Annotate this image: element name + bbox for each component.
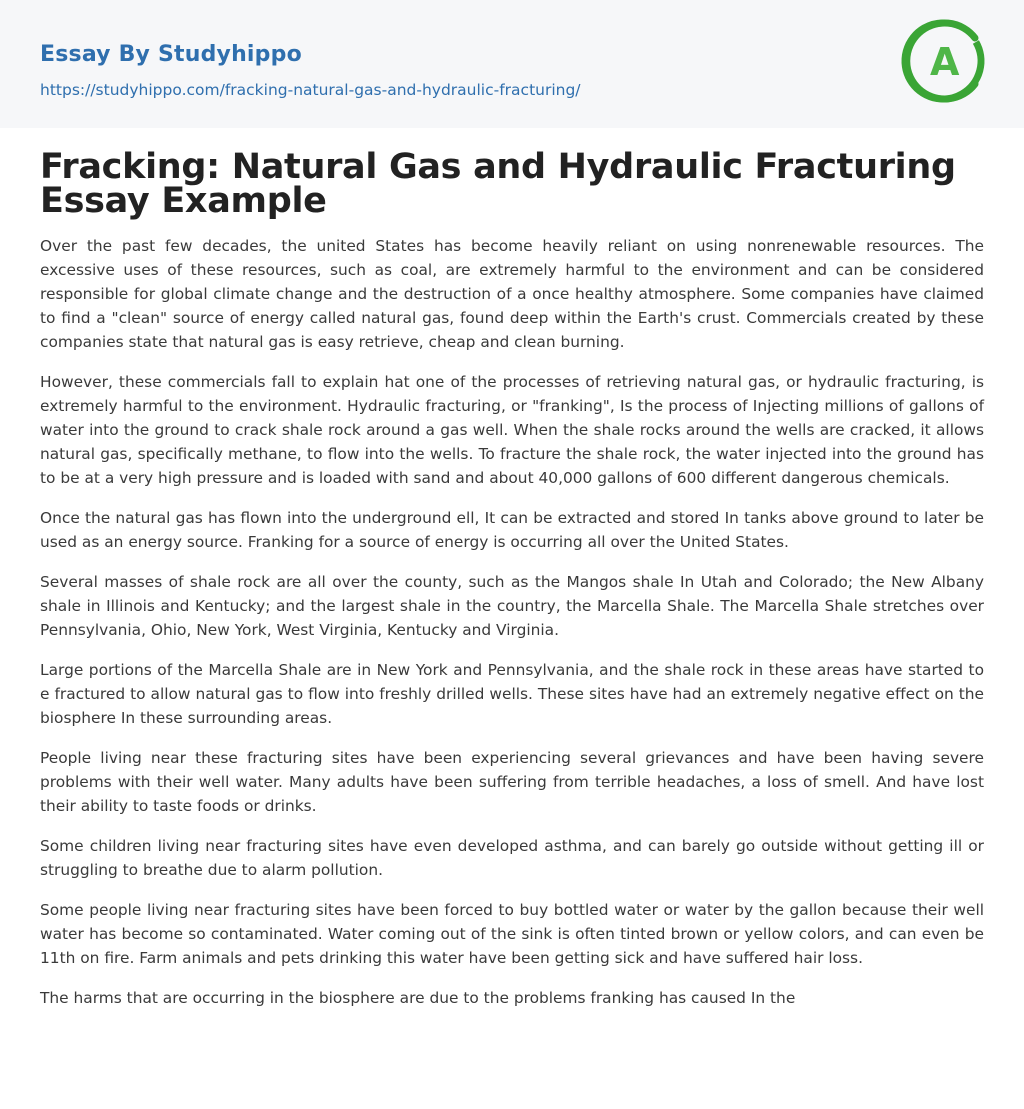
paragraph-7: Some children living near fracturing sites have even developed asthma, and can barely go outside without getting ill or struggling to breathe due to alarm pollution.: [40, 837, 984, 879]
paragraph-8: Some people living near fracturing sites have been forced to buy bottled water or water by the gallon because their well water has become so contaminated. Water coming out of the sink is often tinted brown or yellow colors, and can even be 11th on fire. Farm animals and pets drinking this water have been getting sick and have suffered hair loss.: [40, 901, 984, 967]
paragraph-6: People living near these fracturing sites have been experiencing several grievances and have been having severe problems with their well water. Many adults have been suffering from terrible headaches, a loss of smell. And have lost their ability to taste foods or drinks.: [40, 749, 984, 815]
paragraph-3: Once the natural gas has flown into the underground ell, It can be extracted and stored In tanks above ground to later be used as an energy source. Franking for a source of energy is occurring all over the United States.: [40, 509, 984, 551]
brand-title[interactable]: Essay By Studyhippo: [40, 42, 302, 67]
article-content: [0, 128, 1024, 1010]
paragraph-5: Large portions of the Marcella Shale are in New York and Pennsylvania, and the shale rock in these areas have started to e fractured to allow natural gas to flow into freshly drilled wells. These sites have had an extremely negative effect on the biosphere In these surrounding areas.: [40, 661, 984, 727]
site-header: [0, 0, 1024, 128]
article-title: Fracking: Natural Gas and Hydraulic Fracturing Essay Example: [40, 147, 956, 221]
paragraph-9: The harms that are occurring in the biosphere are due to the problems franking has caused In the: [40, 989, 796, 1007]
paragraph-4: Several masses of shale rock are all over the county, such as the Mangos shale In Utah and Colorado; the New Albany shale in Illinois and Kentucky; and the largest shale in the country, the Marcella Shale. The Marcella Shale stretches over Pennsylvania, Ohio, New York, West Virginia, Kentucky and Virginia.: [40, 573, 984, 639]
studyhippo-logo-icon[interactable]: [900, 18, 986, 104]
source-url-link[interactable]: https://studyhippo.com/fracking-natural-gas-and-hydraulic-fracturing/: [40, 81, 581, 99]
paragraph-2: However, these commercials fall to explain hat one of the processes of retrieving natural gas, or hydraulic fracturing, is extremely harmful to the environment. Hydraulic fracturing, or "franking", Is the process of Injecting millions of gallons of water into the ground to crack shale rock around a gas well. When the shale rocks around the wells are cracked, it allows natural gas, specifically methane, to flow into the wells. To fracture the shale rock, the water injected into the ground has to be at a very high pressure and is loaded with sand and about 40,000 gallons of 600 different dangerous chemicals.: [40, 373, 984, 487]
paragraph-1: Over the past few decades, the united States has become heavily reliant on using nonrenewable resources. The excessive uses of these resources, such as coal, are extremely harmful to the environment and can be considered responsible for global climate change and the destruction of a once healthy atmosphere. Some companies have claimed to find a "clean" source of energy called natural gas, found deep within the Earth's crust. Commercials created by these companies state that natural gas is easy retrieve, cheap and clean burning.: [40, 237, 984, 351]
logo-letter: A: [930, 40, 960, 84]
